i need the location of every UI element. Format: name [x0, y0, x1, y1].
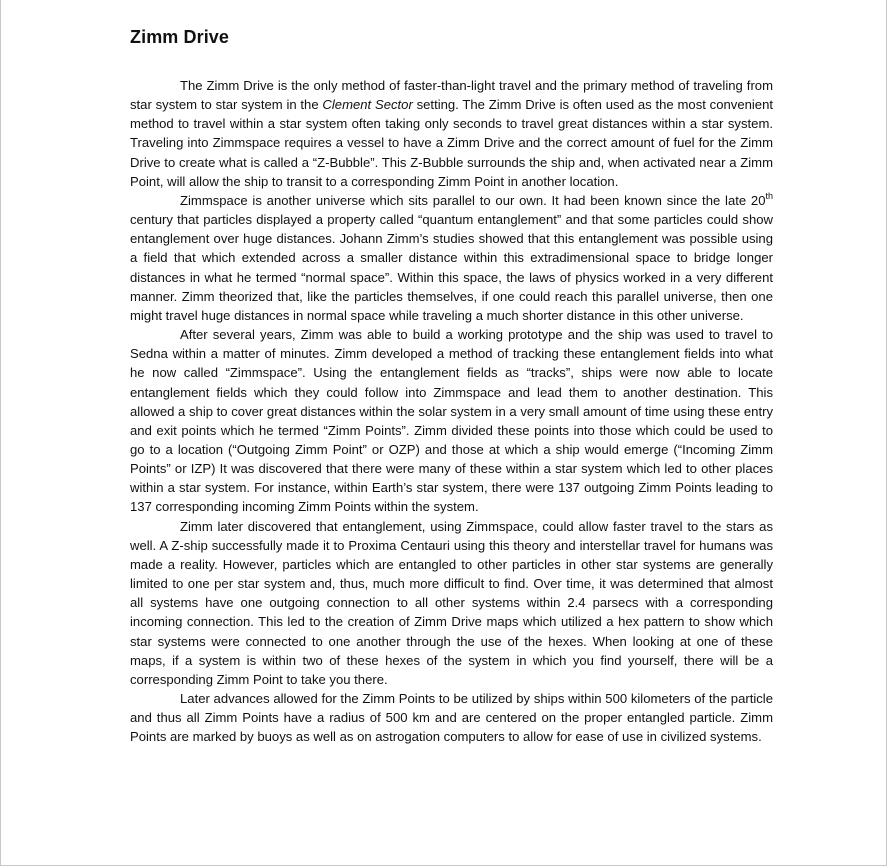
page-title: Zimm Drive — [130, 27, 230, 47]
paragraph-text: century that particles displayed a property called “quantum entanglement” and that some particles could show entanglement over huge distances. Johann Zimm’s studies showed that this entanglement was possible using a field that which extended across a smaller distance within this extradimensional space to bridge longer distances in what he termed “normal space”. Within this space, the laws of physics worked in a very different manner. Zimm theorized that, like the particles themselves, if one could reach this parallel universe, then one might travel huge distances in normal space while traveling a much shorter distance in this other universe. — [130, 212, 773, 323]
setting-name: Clement Sector — [322, 97, 413, 113]
paragraph-text: Zimmspace is another universe which sits parallel to our own. It had been known since the late 20 — [180, 192, 766, 208]
paragraph-prototype: After several years, Zimm was able to build a working prototype and the ship was used to travel to Sedna within a matter of minutes. Zimm developed a method of tracking these entanglement fields into what he now called “Zimmspace”. Using the entanglement fields as “tracks”, ships were now able to locate entanglement fields which they could follow into Zimmspace and lead them to another destination. This allowed a ship to cover great distances within the solar system in a very small amount of time using these entry and exit points which he termed “Zimm Points”. Zimm divided these points into those which could be used to go to a location (“Outgoing Zimm Point” or OZP) and those at which a ship would emerge (“Incoming Zimm Points” or IZP) It was discovered that there were many of these within a star system which led to other places within a star system. For instance, within Earth’s star system, there were 137 outgoing Zimm Points leading to 137 corresponding incoming Zimm Points within the system. — [130, 327, 773, 515]
paragraph-text: setting. The Zimm Drive is often used as the most convenient method to travel within a star system often taking only seconds to travel great distances within a star system. Traveling into Zimmspace requires a vessel to have a Zimm Drive and the correct amount of fuel for the Zimm Drive to create what is called a “Z-Bubble”. This Z-Bubble surrounds the ship and, when activated near a Zimm Point, will allow the ship to transit to a corresponding Zimm Point in another location. — [130, 97, 773, 189]
paragraph-interstellar-travel: Zimm later discovered that entanglement, using Zimmspace, could allow faster travel to the stars as well. A Z-ship successfully made it to Proxima Centauri using this theory and interstellar travel for humans was made a reality. However, particles which are entangled to other particles in other star systems are generally limited to one per star system and, thus, much more difficult to find. Over time, it was determined that almost all systems have one outgoing connection to all other systems within 2.4 parsecs with a corresponding incoming connection. This led to the creation of Zimm Drive maps which utilized a hex pattern to show which star systems were connected to one another through the use of the hexes. When looking at one of these maps, if a system is within two of these hexes of the system in which you find yourself, there will be a corresponding Zimm Point to take you there. — [130, 518, 773, 687]
paragraph-zimm-drive-overview — [130, 76, 773, 191]
paragraph-zimmspace — [130, 191, 773, 325]
document-body — [130, 24, 773, 746]
ordinal-superscript: th — [765, 190, 773, 201]
paragraph-later-advances: Later advances allowed for the Zimm Points to be utilized by ships within 500 kilometers of the particle and thus all Zimm Points have a radius of 500 km and are centered on the proper entangled particle. Zimm Points are marked by buoys as well as on astrogation computers to allow for ease of use in civilized systems. — [130, 691, 773, 745]
paragraph-text: The Zimm Drive is the only method of faster-than-light travel and the primary method of traveling from star system to star system in the — [130, 78, 773, 113]
